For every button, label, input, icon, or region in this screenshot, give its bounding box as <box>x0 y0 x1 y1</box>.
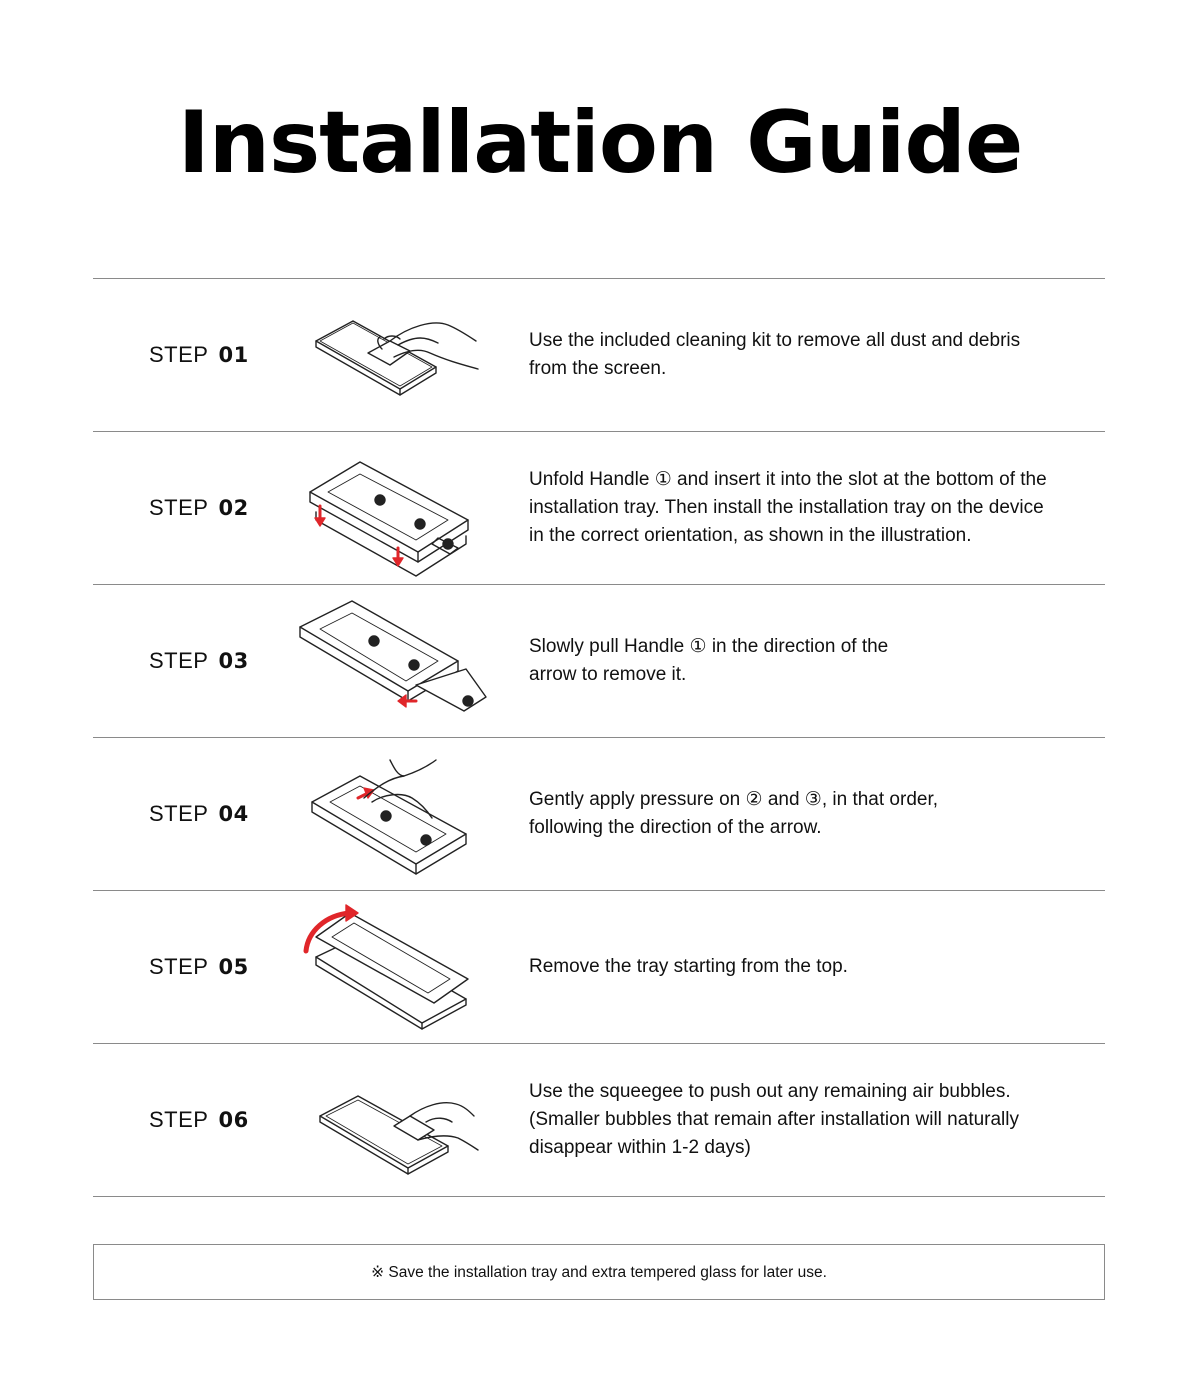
step-label <box>149 585 249 737</box>
step-word: STEP <box>149 495 209 520</box>
step-text: Use the included cleaning kit to remove all dust and debris from the screen. <box>529 330 1021 379</box>
step-word: STEP <box>149 648 209 673</box>
step-description <box>529 1044 1089 1196</box>
step-number: 01 <box>218 343 249 367</box>
step-word: STEP <box>149 954 209 979</box>
step-description <box>529 432 1089 584</box>
step-text: Remove the tray starting from the top. <box>529 956 848 977</box>
step-text: Slowly pull Handle ① in the direction of the arrow to remove it. <box>529 636 889 685</box>
page-title: Installation Guide <box>177 93 1023 193</box>
step-label <box>149 1044 249 1196</box>
step-label <box>149 432 249 584</box>
step-description <box>529 279 1089 431</box>
step-text: Gently apply pressure on ② and ③, in that order, following the direction of the arrow. <box>529 789 939 838</box>
note-text: ※ Save the installation tray and extra tempered glass for later use. <box>371 1263 827 1281</box>
step-number: 06 <box>218 1108 249 1132</box>
note-box <box>93 1244 1105 1300</box>
step-06 <box>93 1044 1105 1196</box>
step-label <box>149 891 249 1043</box>
step-text: Use the squeegee to push out any remaining air bubbles. (Smaller bubbles that remain after installation will naturally disappear within 1-2 days) <box>529 1081 1020 1158</box>
step-label <box>149 279 249 431</box>
step-description <box>529 891 1089 1043</box>
phone-cleaning-icon <box>298 279 498 431</box>
pull-handle-icon <box>298 585 498 737</box>
press-tray-icon <box>298 738 498 890</box>
step-word: STEP <box>149 342 209 367</box>
step-description <box>529 738 1089 890</box>
step-label <box>149 738 249 890</box>
step-word: STEP <box>149 801 209 826</box>
step-number: 03 <box>218 649 249 673</box>
divider <box>93 1196 1105 1197</box>
step-word: STEP <box>149 1107 209 1132</box>
squeegee-icon <box>298 1044 498 1196</box>
step-04 <box>93 738 1105 890</box>
steps-list <box>93 278 1105 1197</box>
step-02 <box>93 432 1105 584</box>
step-03 <box>93 585 1105 737</box>
step-number: 05 <box>218 955 249 979</box>
step-01 <box>93 279 1105 431</box>
step-05 <box>93 891 1105 1043</box>
remove-tray-icon <box>298 891 498 1043</box>
step-number: 02 <box>218 496 249 520</box>
step-text: Unfold Handle ① and insert it into the slot at the bottom of the installation tray. Then install the installation tray on the device in the correct orientation, as shown in the illustration. <box>529 469 1047 546</box>
step-description <box>529 585 1089 737</box>
step-number: 04 <box>218 802 249 826</box>
tray-insert-icon <box>298 432 498 584</box>
